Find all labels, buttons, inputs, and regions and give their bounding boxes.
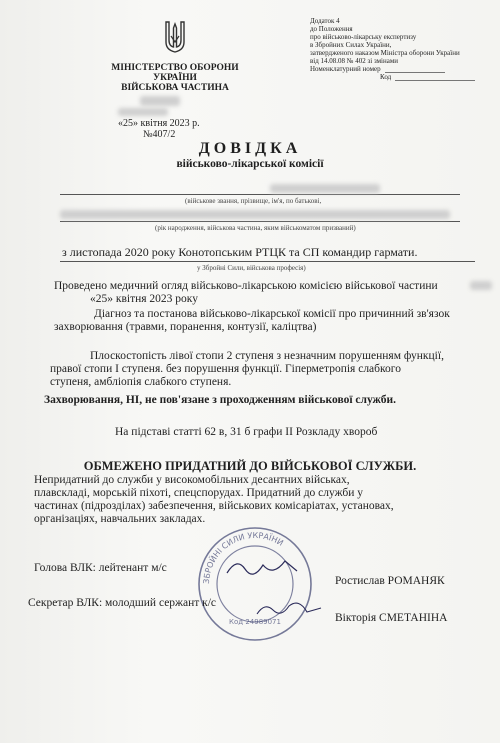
appendix-block xyxy=(310,17,490,81)
basis-statement: На підставі статті 62 в, 31 б графи II Розкладу хвороб xyxy=(115,426,378,438)
birth-field-line xyxy=(60,221,460,222)
redacted-unit-location xyxy=(118,108,168,116)
exam-line: Проведено медичний огляд військово-лікарською комісією військової частини xyxy=(54,280,438,292)
exam-date-line: «25» квітня 2023 року xyxy=(90,293,198,305)
service-field-line xyxy=(60,261,475,262)
code-label: Код xyxy=(380,73,392,81)
disease-link-statement: Захворювання, НІ, не пов'язане з проходженням військової служби. xyxy=(44,394,396,406)
appendix-line: в Збройних Силах України, xyxy=(310,41,392,49)
head-name: Ростислав РОМАНЯК xyxy=(335,575,445,587)
diagnosis-text-line: правої стопи I ступеня. без порушення функції. Гіперметропія слабкого xyxy=(50,363,401,375)
service-field-caption: у Збройні Сили, військова професія) xyxy=(197,264,306,272)
code-row xyxy=(310,73,490,81)
ministry-line: УКРАЇНИ xyxy=(153,73,197,83)
conclusion-details xyxy=(34,474,494,526)
conclusion-line: плавскладі, морській піхоті, спецспорудах. Придатний до служби у xyxy=(34,487,364,499)
appendix-line: про військово-лікарську експертизу xyxy=(310,33,417,41)
conclusion-line: організаціях, навчальних закладах. xyxy=(34,513,206,525)
diagnosis-heading xyxy=(54,308,494,334)
document-date: «25» квітня 2023 р. xyxy=(118,118,200,129)
diagnosis-line: Діагноз та постанова військово-лікарської комісії про причинний зв'язок xyxy=(94,308,450,320)
document-title: ДОВІДКА xyxy=(198,140,302,157)
nomenclature-row xyxy=(310,65,490,73)
appendix-line: до Положення xyxy=(310,25,353,33)
nomenclature-line xyxy=(385,65,445,73)
diagnosis-text-line: ступеня, амбліопія слабкого ступеня. xyxy=(50,376,232,388)
redacted-unit-number xyxy=(140,96,180,106)
nomenclature-label: Номенклатурний номер xyxy=(310,65,381,73)
document-subtitle: військово-лікарської комісії xyxy=(176,158,324,170)
head-signature-icon xyxy=(225,555,305,579)
diagnosis-text-line: Плоскостопість лівої стопи 2 ступеня з незначним порушенням функції, xyxy=(90,350,444,362)
diagnosis-line: захворювання (травми, поранення, контузії, каліцтва) xyxy=(54,321,317,333)
ministry-header xyxy=(90,63,260,93)
trident-emblem-icon xyxy=(163,20,187,54)
appendix-line: від 14.08.08 № 402 зі змінами xyxy=(310,57,399,65)
name-field-line xyxy=(60,194,460,195)
service-text: з листопада 2020 року Конотопським РТЦК та СП командир гармати. xyxy=(62,245,418,259)
conclusion-line: Непридатний до служби у високомобільних десантних військах, xyxy=(34,474,350,486)
ministry-line: МІНІСТЕРСТВО ОБОРОНИ xyxy=(111,63,239,73)
exam-paragraph xyxy=(54,280,494,306)
secretary-signature-icon xyxy=(255,598,325,620)
redacted-name xyxy=(270,184,380,193)
redacted-unit-code xyxy=(470,281,492,290)
stamp-ring-text: ЗБРОЙНІ СИЛИ УКРАЇНИ xyxy=(201,530,285,585)
diagnosis-text xyxy=(50,350,495,389)
fitness-conclusion: ОБМЕЖЕНО ПРИДАТНИЙ ДО ВІЙСЬКОВОЇ СЛУЖБИ. xyxy=(83,459,417,473)
appendix-line: затвердженого наказом Міністра оборони України xyxy=(310,49,460,57)
official-stamp xyxy=(195,524,315,644)
appendix-line: Додаток 4 xyxy=(310,17,340,25)
redacted-birth-info xyxy=(60,210,450,219)
name-field-caption: (військове звання, прізвище, ім'я, по батькові, xyxy=(185,197,322,205)
document-number: №407/2 xyxy=(143,129,176,140)
ministry-line: ВІЙСЬКОВА ЧАСТИНА xyxy=(121,83,229,93)
secretary-name: Вікторія СМЕТАНІНА xyxy=(335,612,448,624)
secretary-label: Секретар ВЛК: молодший сержант к/с xyxy=(28,597,217,609)
conclusion-line: частинах (підрозділах) забезпечення, військових комісаріатах, установах, xyxy=(34,500,394,512)
birth-field-caption: (рік народження, військова частина, яким військоматом призваний) xyxy=(155,224,356,232)
code-line xyxy=(395,73,475,81)
head-label: Голова ВЛК: лейтенант м/с xyxy=(34,562,167,574)
stamp-code-text: Код 24989071 xyxy=(229,618,281,626)
